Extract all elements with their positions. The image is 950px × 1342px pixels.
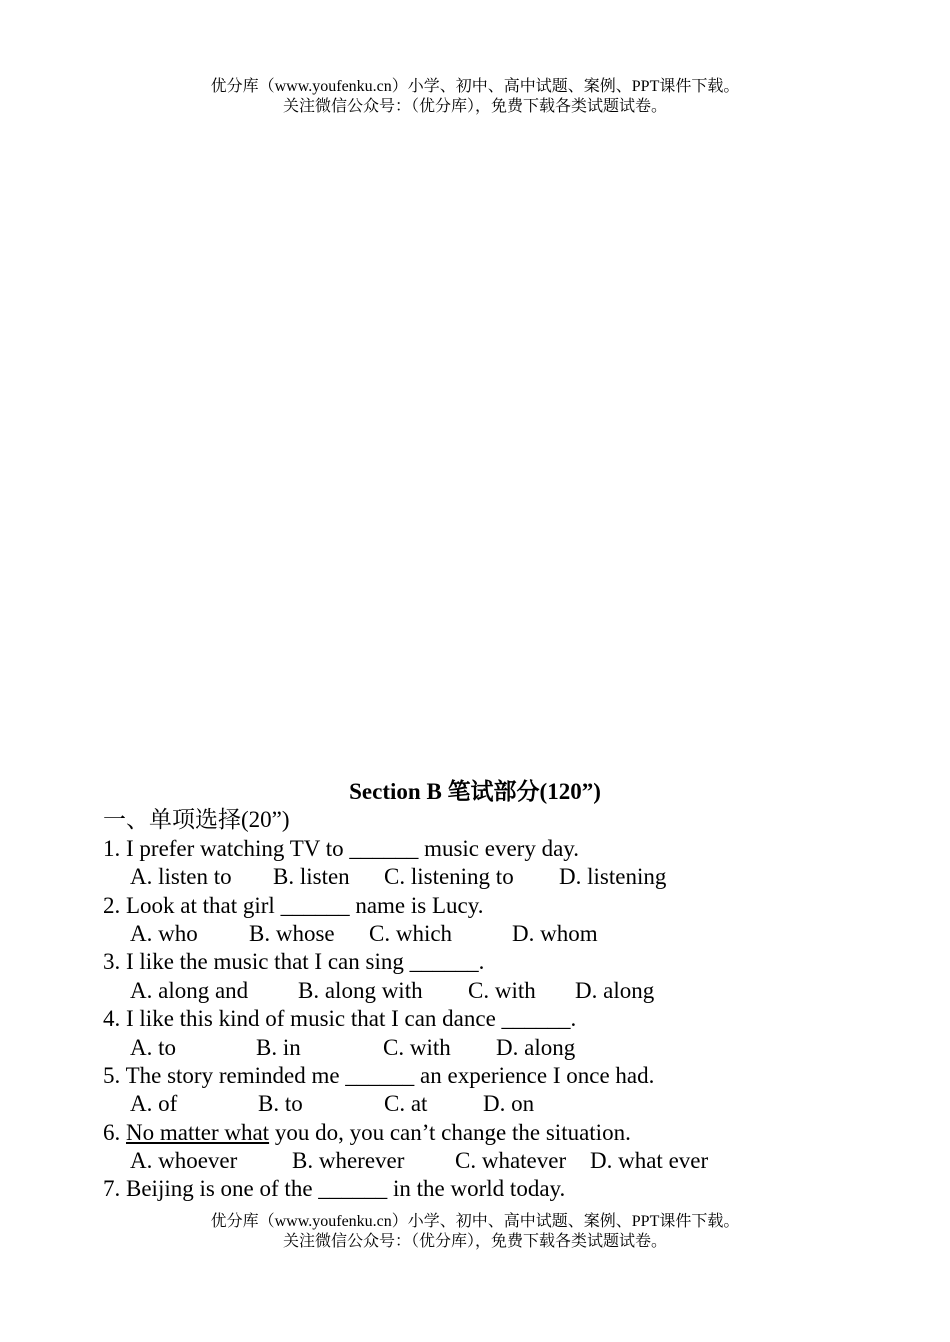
option-d: D. along bbox=[575, 977, 655, 1003]
option-a: A. who bbox=[130, 920, 198, 946]
question-4-stem: 4. I like this kind of music that I can dance ______. bbox=[103, 1006, 577, 1032]
footer-line-2: 关注微信公众号：（优分库），免费下载各类试题试卷。 bbox=[282, 1233, 667, 1250]
question-stem bbox=[0, 892, 950, 920]
option-a: A. whoever bbox=[130, 1148, 238, 1174]
part-title-text: 一、单项选择(20”) bbox=[103, 807, 290, 833]
question-options bbox=[0, 863, 950, 891]
option-c: C. at bbox=[384, 1091, 428, 1117]
question-stem bbox=[0, 1005, 950, 1033]
header-line-1: 优分库（www.youfenku.cn）小学、初中、高中试题、案例、PPT课件下载。 bbox=[210, 78, 740, 95]
question-stem bbox=[0, 835, 950, 863]
option-c: C. which bbox=[369, 920, 453, 946]
option-a: A. of bbox=[130, 1091, 178, 1117]
option-c: C. with bbox=[468, 977, 536, 1003]
option-b: B. in bbox=[256, 1034, 301, 1060]
page-footer bbox=[0, 1212, 950, 1252]
option-d: D. on bbox=[483, 1091, 535, 1117]
option-c: C. with bbox=[383, 1034, 451, 1060]
option-d: D. along bbox=[496, 1034, 576, 1060]
question-stem bbox=[0, 1062, 950, 1090]
question-3-stem: 3. I like the music that I can sing ______. bbox=[103, 949, 485, 975]
option-b: B. listen bbox=[273, 864, 350, 890]
exam-content bbox=[0, 778, 950, 1204]
question-7-stem: 7. Beijing is one of the ______ in the world today. bbox=[103, 1176, 566, 1202]
page-header bbox=[0, 77, 950, 117]
question-2-stem: 2. Look at that girl ______ name is Lucy. bbox=[103, 892, 484, 918]
header-line-2: 关注微信公众号：（优分库），免费下载各类试题试卷。 bbox=[282, 98, 667, 115]
footer-line-1: 优分库（www.youfenku.cn）小学、初中、高中试题、案例、PPT课件下载。 bbox=[210, 1213, 740, 1230]
question-6-stem bbox=[103, 1119, 631, 1147]
question-stem bbox=[0, 1119, 950, 1147]
question-options bbox=[0, 1090, 950, 1118]
option-d: D. listening bbox=[559, 864, 667, 890]
question-options bbox=[0, 920, 950, 948]
option-b: B. to bbox=[258, 1091, 303, 1117]
question-1-stem: 1. I prefer watching TV to ______ music every day. bbox=[103, 835, 580, 861]
question-options bbox=[0, 1034, 950, 1062]
question-stem bbox=[0, 948, 950, 976]
option-c: C. listening to bbox=[384, 864, 514, 890]
stem-prefix: 6. bbox=[103, 1119, 126, 1145]
option-b: B. along with bbox=[298, 977, 423, 1003]
option-d: D. what ever bbox=[590, 1148, 709, 1174]
underlined-phrase: No matter what bbox=[126, 1119, 270, 1145]
question-5-stem: 5. The story reminded me ______ an experience I once had. bbox=[103, 1062, 655, 1088]
option-b: B. wherever bbox=[292, 1148, 405, 1174]
option-a: A. along and bbox=[130, 977, 249, 1003]
question-options bbox=[0, 977, 950, 1005]
option-d: D. whom bbox=[512, 920, 598, 946]
option-a: A. listen to bbox=[130, 864, 232, 890]
stem-suffix: you do, you can’t change the situation. bbox=[269, 1119, 631, 1145]
option-b: B. whose bbox=[249, 920, 335, 946]
question-options bbox=[0, 1147, 950, 1175]
part-title bbox=[0, 806, 950, 834]
option-a: A. to bbox=[130, 1034, 176, 1060]
section-title: Section B 笔试部分(120”) bbox=[349, 779, 601, 804]
option-c: C. whatever bbox=[455, 1148, 567, 1174]
question-stem bbox=[0, 1175, 950, 1203]
